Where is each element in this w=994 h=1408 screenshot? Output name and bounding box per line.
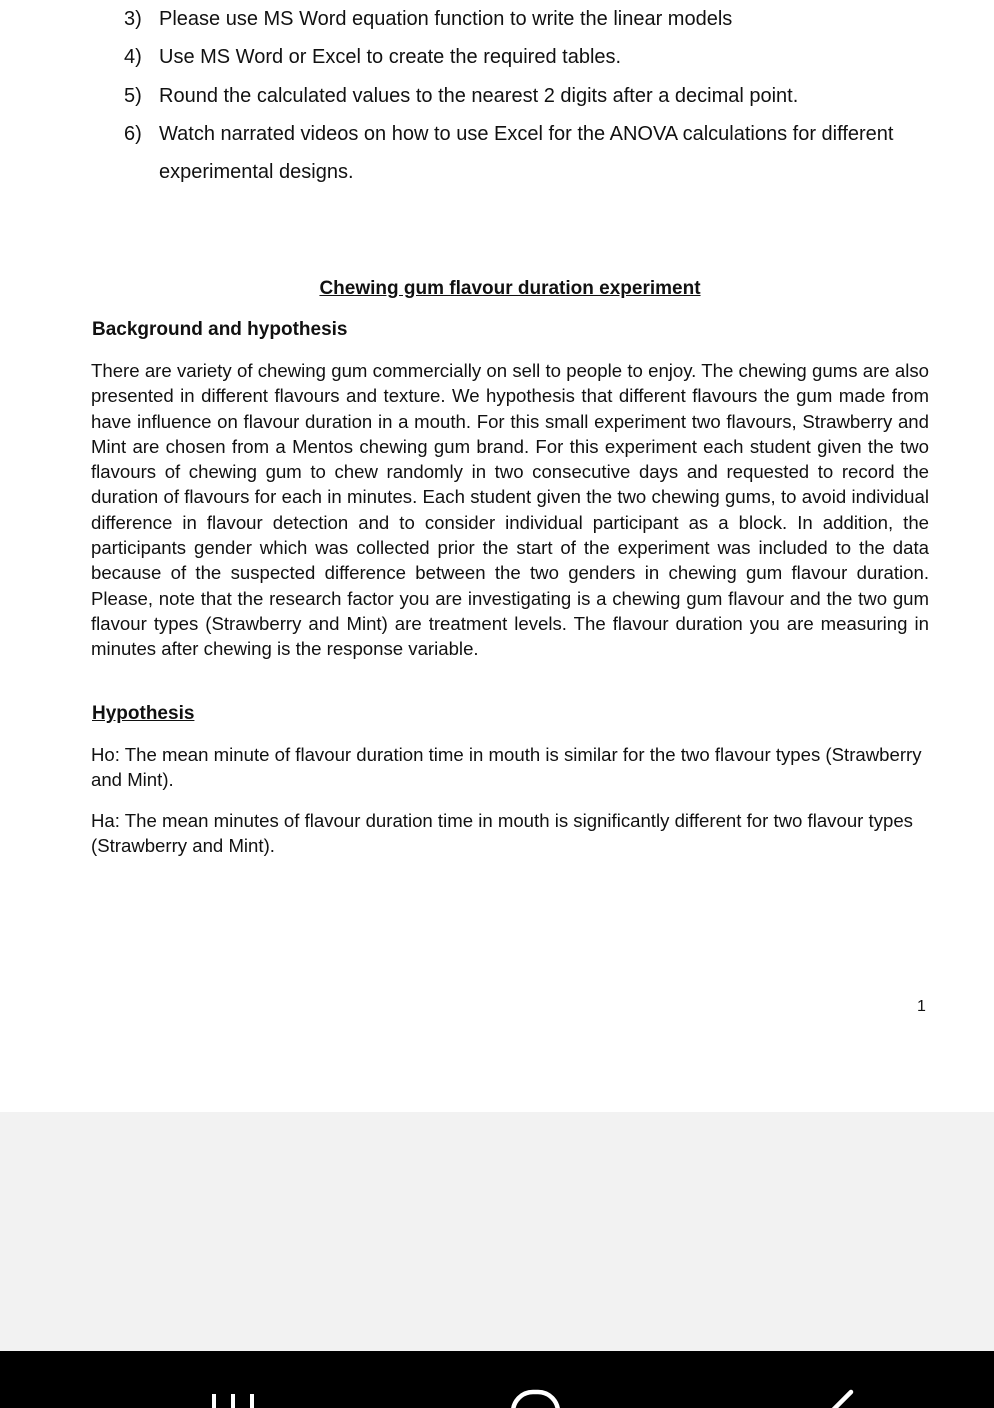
background-paragraph: There are variety of chewing gum commercially on sell to people to enjoy. The chewing gums are also presented in different flavours and texture. We hypothesis that different flavours the gum made from have influence on flavour duration in a mouth. For this small experiment two flavours, Strawberry and Mint are chosen from a Mentos chewing gum brand. For this experiment each student given the two flavours of chewing gum to chew randomly in two consecutive days and requested to record the duration of flavours for each in minutes. Each student given the two chewing gums, to avoid individual difference in flavour detection and to consider individual participant as a block. In addition, the participants gender which was collected prior the start of the experiment was included to the data because of the suspected difference between the two genders in chewing gum flavour duration. Please, note that the research factor you are investigating is a chewing gum flavour and the two gum flavour types (Strawberry and Mint) are treatment levels. The flavour duration you are measuring in minutes after chewing is the response variable. — [91, 360, 929, 660]
viewer-background — [0, 1112, 994, 1351]
instruction-number: 3) — [124, 8, 142, 30]
home-icon — [500, 1351, 570, 1408]
instruction-number: 6) — [124, 123, 142, 145]
document-title: Chewing gum flavour duration experiment — [319, 278, 701, 299]
system-navigation-bar — [0, 1351, 994, 1408]
background-heading: Background and hypothesis — [92, 319, 348, 340]
instruction-number: 4) — [124, 46, 142, 68]
back-icon — [810, 1351, 880, 1408]
page-number: 1 — [917, 998, 926, 1015]
alternative-hypothesis: Ha: The mean minutes of flavour duration time in mouth is significantly different for two flavour types (Strawberry and Mint). — [91, 810, 913, 857]
instruction-number: 5) — [124, 85, 142, 107]
instruction-text: Use MS Word or Excel to create the required tables. — [159, 46, 622, 68]
hypothesis-heading: Hypothesis — [92, 703, 195, 724]
recent-apps-button[interactable] — [200, 1351, 270, 1408]
back-button[interactable] — [810, 1351, 880, 1408]
instruction-text: Round the calculated values to the nearest 2 digits after a decimal point. — [159, 85, 799, 107]
instruction-text: Watch narrated videos on how to use Excel for the ANOVA calculations for different experimental designs. — [159, 123, 894, 183]
null-hypothesis: Ho: The mean minute of flavour duration time in mouth is similar for the two flavour types (Strawberry and Mint). — [91, 744, 922, 791]
recent-apps-icon — [200, 1351, 270, 1408]
instruction-text: Please use MS Word equation function to write the linear models — [159, 8, 733, 30]
home-button[interactable] — [500, 1351, 570, 1408]
